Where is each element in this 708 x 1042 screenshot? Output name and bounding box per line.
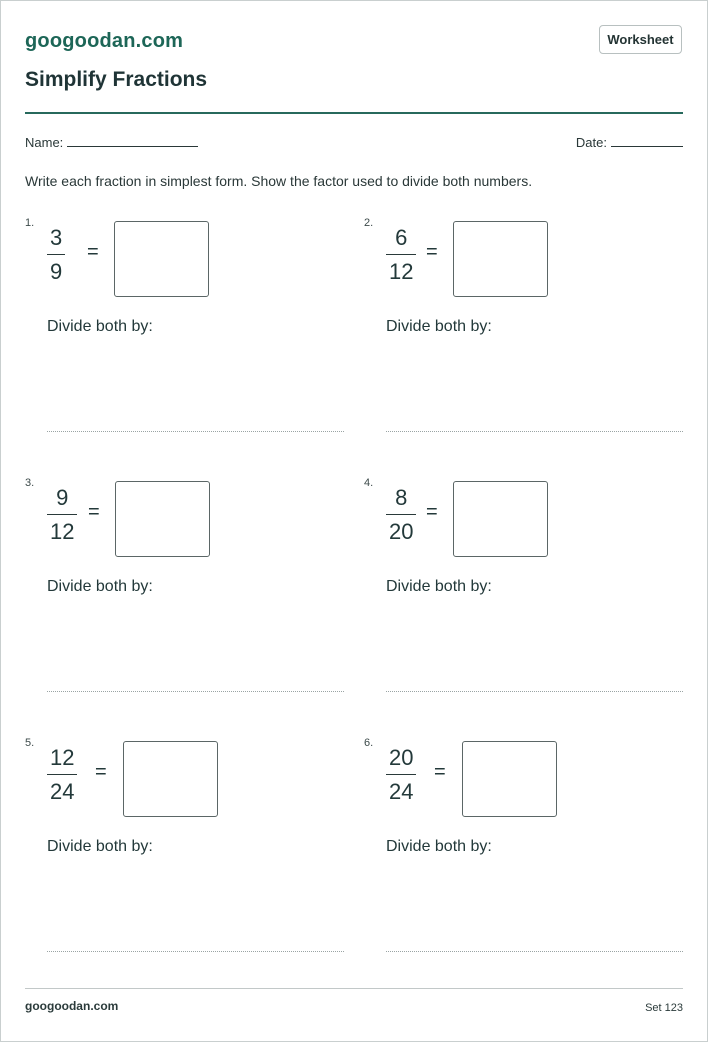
name-label: Name: xyxy=(25,135,64,150)
equals-sign: = xyxy=(426,241,438,263)
denominator: 12 xyxy=(50,519,75,544)
date-field xyxy=(576,134,683,150)
fraction-bar xyxy=(386,254,416,255)
fraction xyxy=(386,485,416,545)
answer-box[interactable] xyxy=(453,481,548,557)
denominator: 12 xyxy=(389,259,414,284)
equals-sign: = xyxy=(95,761,107,783)
fraction-bar xyxy=(47,514,77,515)
instructions: Write each fraction in simplest form. Show the factor used to divide both numbers. xyxy=(25,173,533,189)
answer-line[interactable] xyxy=(47,431,344,432)
denominator: 9 xyxy=(50,259,63,284)
equals-sign: = xyxy=(426,501,438,523)
numerator: 9 xyxy=(56,485,69,510)
footer-divider xyxy=(25,988,683,989)
problem-1 xyxy=(25,217,323,457)
date-blank-line[interactable] xyxy=(611,134,683,147)
numerator: 8 xyxy=(395,485,408,510)
fraction-bar xyxy=(386,774,416,775)
fraction-bar xyxy=(47,254,65,255)
equals-sign: = xyxy=(434,761,446,783)
numerator: 12 xyxy=(50,745,75,770)
name-blank-line[interactable] xyxy=(67,134,198,147)
name-field xyxy=(25,134,198,150)
divide-label: Divide both by: xyxy=(386,318,492,335)
problem-5 xyxy=(25,737,323,977)
equals-sign: = xyxy=(88,501,100,523)
answer-line[interactable] xyxy=(386,431,683,432)
divide-label: Divide both by: xyxy=(47,838,153,855)
fraction xyxy=(47,225,65,285)
date-label: Date: xyxy=(575,135,607,150)
denominator: 24 xyxy=(50,779,75,804)
answer-box[interactable] xyxy=(453,221,548,297)
answer-line[interactable] xyxy=(386,951,683,952)
numerator: 20 xyxy=(389,745,414,770)
denominator: 24 xyxy=(389,779,414,804)
denominator: 20 xyxy=(389,519,414,544)
fraction xyxy=(47,485,77,545)
fraction xyxy=(386,225,416,285)
answer-box[interactable] xyxy=(114,221,209,297)
problem-number: 5. xyxy=(25,737,35,749)
answer-line[interactable] xyxy=(47,691,344,692)
brand-logo[interactable]: googoodan.com xyxy=(25,30,184,52)
fraction xyxy=(386,745,416,805)
problem-6 xyxy=(364,737,662,977)
problem-number: 2. xyxy=(364,217,374,229)
problem-number: 6. xyxy=(364,737,374,749)
problem-number: 1. xyxy=(25,217,35,229)
fraction-bar xyxy=(386,514,416,515)
problem-number: 4. xyxy=(364,477,374,489)
divide-label: Divide both by: xyxy=(386,578,492,595)
footer-set-number: Set 123 xyxy=(645,1002,683,1014)
numerator: 6 xyxy=(395,225,408,250)
worksheet-badge: Worksheet xyxy=(599,25,682,54)
answer-line[interactable] xyxy=(47,951,344,952)
divide-label: Divide both by: xyxy=(47,318,153,335)
fraction xyxy=(47,745,77,805)
equals-sign: = xyxy=(87,241,99,263)
answer-box[interactable] xyxy=(123,741,218,817)
page-title: Simplify Fractions xyxy=(25,68,208,91)
numerator: 3 xyxy=(50,225,63,250)
problem-2 xyxy=(364,217,662,457)
answer-box[interactable] xyxy=(462,741,557,817)
footer-site[interactable]: googoodan.com xyxy=(25,999,119,1013)
problem-number: 3. xyxy=(25,477,35,489)
answer-box[interactable] xyxy=(115,481,210,557)
problem-4 xyxy=(364,477,662,717)
fraction-bar xyxy=(47,774,77,775)
problem-3 xyxy=(25,477,323,717)
header-divider xyxy=(25,112,683,114)
divide-label: Divide both by: xyxy=(386,838,492,855)
divide-label: Divide both by: xyxy=(47,578,153,595)
answer-line[interactable] xyxy=(386,691,683,692)
